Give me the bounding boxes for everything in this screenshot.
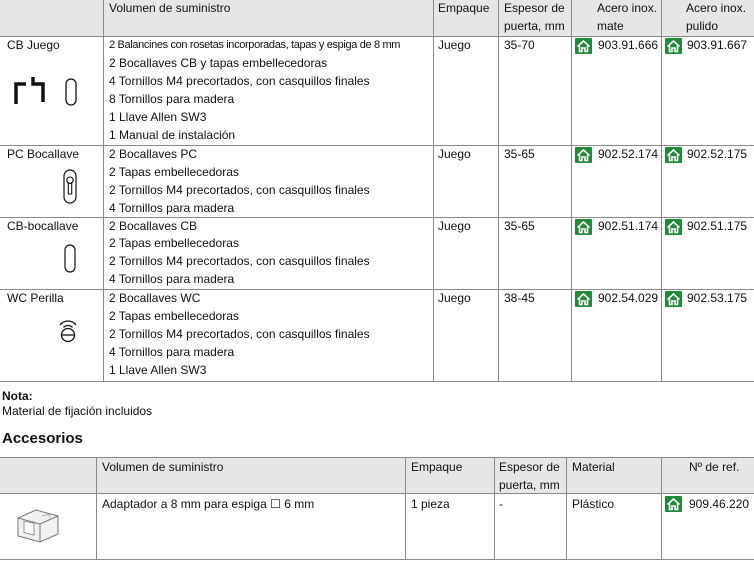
divider [433,0,434,382]
divider [96,457,97,560]
door-thickness: 35-65 [504,219,535,233]
ref-number-mate[interactable]: 902.52.174 [598,147,659,161]
supply-item: 4 Tornillos M4 precortados, con casquillos finales [109,74,370,88]
door-thickness: 38-45 [504,291,535,305]
note-title: Nota: [2,389,33,403]
home-icon [575,219,592,235]
oval-escutcheon-icon [63,243,77,275]
ref-number-mate[interactable]: 903.91.666 [598,38,659,52]
home-icon [665,147,682,163]
packaging: Juego [438,219,471,233]
home-icon [665,219,682,235]
divider [0,381,754,382]
header-volumen: Volumen de suministro [102,460,224,474]
supply-item: 1 Llave Allen SW3 [109,363,207,377]
packaging: Juego [438,147,471,161]
divider [0,493,754,494]
ref-number-pulido[interactable]: 902.51.175 [687,219,748,233]
lever-handle-and-oval-rosette-icon [10,74,80,110]
row-name: WC Perilla [7,291,64,305]
header-empaque: Empaque [411,460,463,474]
header-espesor-line2: puerta, mm [504,19,565,33]
supply-item: 2 Tornillos M4 precortados, con casquillos finales [109,183,370,197]
header-empaque: Empaque [438,1,490,15]
door-thickness: 35-70 [504,38,535,52]
ref-number-pulido[interactable]: 902.52.175 [687,147,748,161]
ref-number-mate[interactable]: 902.54.029 [598,291,659,305]
row-name: CB-bocallave [7,219,79,233]
packaging: Juego [438,38,471,52]
header-volumen: Volumen de suministro [109,1,231,15]
supply-item: 4 Tornillos para madera [109,345,235,359]
wc-knob-icon [57,318,79,344]
supply-item: 2 Bocallaves WC [109,291,201,305]
divider [103,0,104,382]
home-icon [575,291,592,307]
ref-number-pulido[interactable]: 902.53.175 [687,291,748,305]
door-thickness: 35-65 [504,147,535,161]
supply-item: 2 Tornillos M4 precortados, con casquillos finales [109,327,370,341]
packaging: 1 pieza [411,497,450,511]
material: Plástico [572,497,615,511]
divider [566,457,567,560]
profile-cylinder-escutcheon-icon [60,168,80,206]
divider [0,559,754,560]
supply-item: 2 Bocallaves CB [109,219,198,233]
supply-item: Adaptador a 8 mm para espiga ☐ 6 mm [102,497,315,511]
row-name: CB Juego [7,38,60,52]
header-espesor-line1: Espesor de [504,1,565,15]
packaging: Juego [438,291,471,305]
divider [494,457,495,560]
divider [571,0,572,382]
supply-item: 1 Llave Allen SW3 [109,110,207,124]
home-icon [665,496,682,512]
header-material: Material [572,460,615,474]
ref-number-mate[interactable]: 902.51.174 [598,219,659,233]
supply-item: 2 Balancines con rosetas incorporadas, tapas y espiga de 8 mm [109,39,401,51]
header-mate-line1: Acero inox. [597,1,658,15]
square-adapter-icon [14,504,62,548]
section-title: Accesorios [2,430,83,447]
home-icon [665,38,682,54]
supply-item: 2 Tapas embellecedoras [109,309,239,323]
home-icon [575,38,592,54]
divider [405,457,406,560]
ref-number[interactable]: 909.46.220 [689,497,750,511]
supply-item: 2 Bocallaves CB y tapas embellecedoras [109,56,328,70]
supply-item: 2 Tapas embellecedoras [109,165,239,179]
divider [498,0,499,382]
supply-item: 4 Tornillos para madera [109,272,235,286]
supply-item: 4 Tornillos para madera [109,201,235,215]
note-text: Material de fijación incluidos [2,404,153,418]
supply-item: 2 Bocallaves PC [109,147,198,161]
supply-item: 2 Tornillos M4 precortados, con casquillos finales [109,254,370,268]
header-mate-line2: mate [597,19,624,33]
header-espesor-line2: puerta, mm [499,478,560,492]
door-thickness: - [499,497,503,511]
ref-number-pulido[interactable]: 903.91.667 [687,38,748,52]
header-ref: Nº de ref. [689,460,740,474]
supply-item: 1 Manual de instalación [109,128,236,142]
divider [661,0,662,382]
row-name: PC Bocallave [7,147,80,161]
supply-item: 8 Tornillos para madera [109,92,235,106]
home-icon [665,291,682,307]
home-icon [575,147,592,163]
divider [661,457,662,560]
header-pulido-line1: Acero inox. [686,1,747,15]
header-espesor-line1: Espesor de [499,460,560,474]
header-pulido-line2: pulido [686,19,719,33]
supply-item: 2 Tapas embellecedoras [109,236,239,250]
